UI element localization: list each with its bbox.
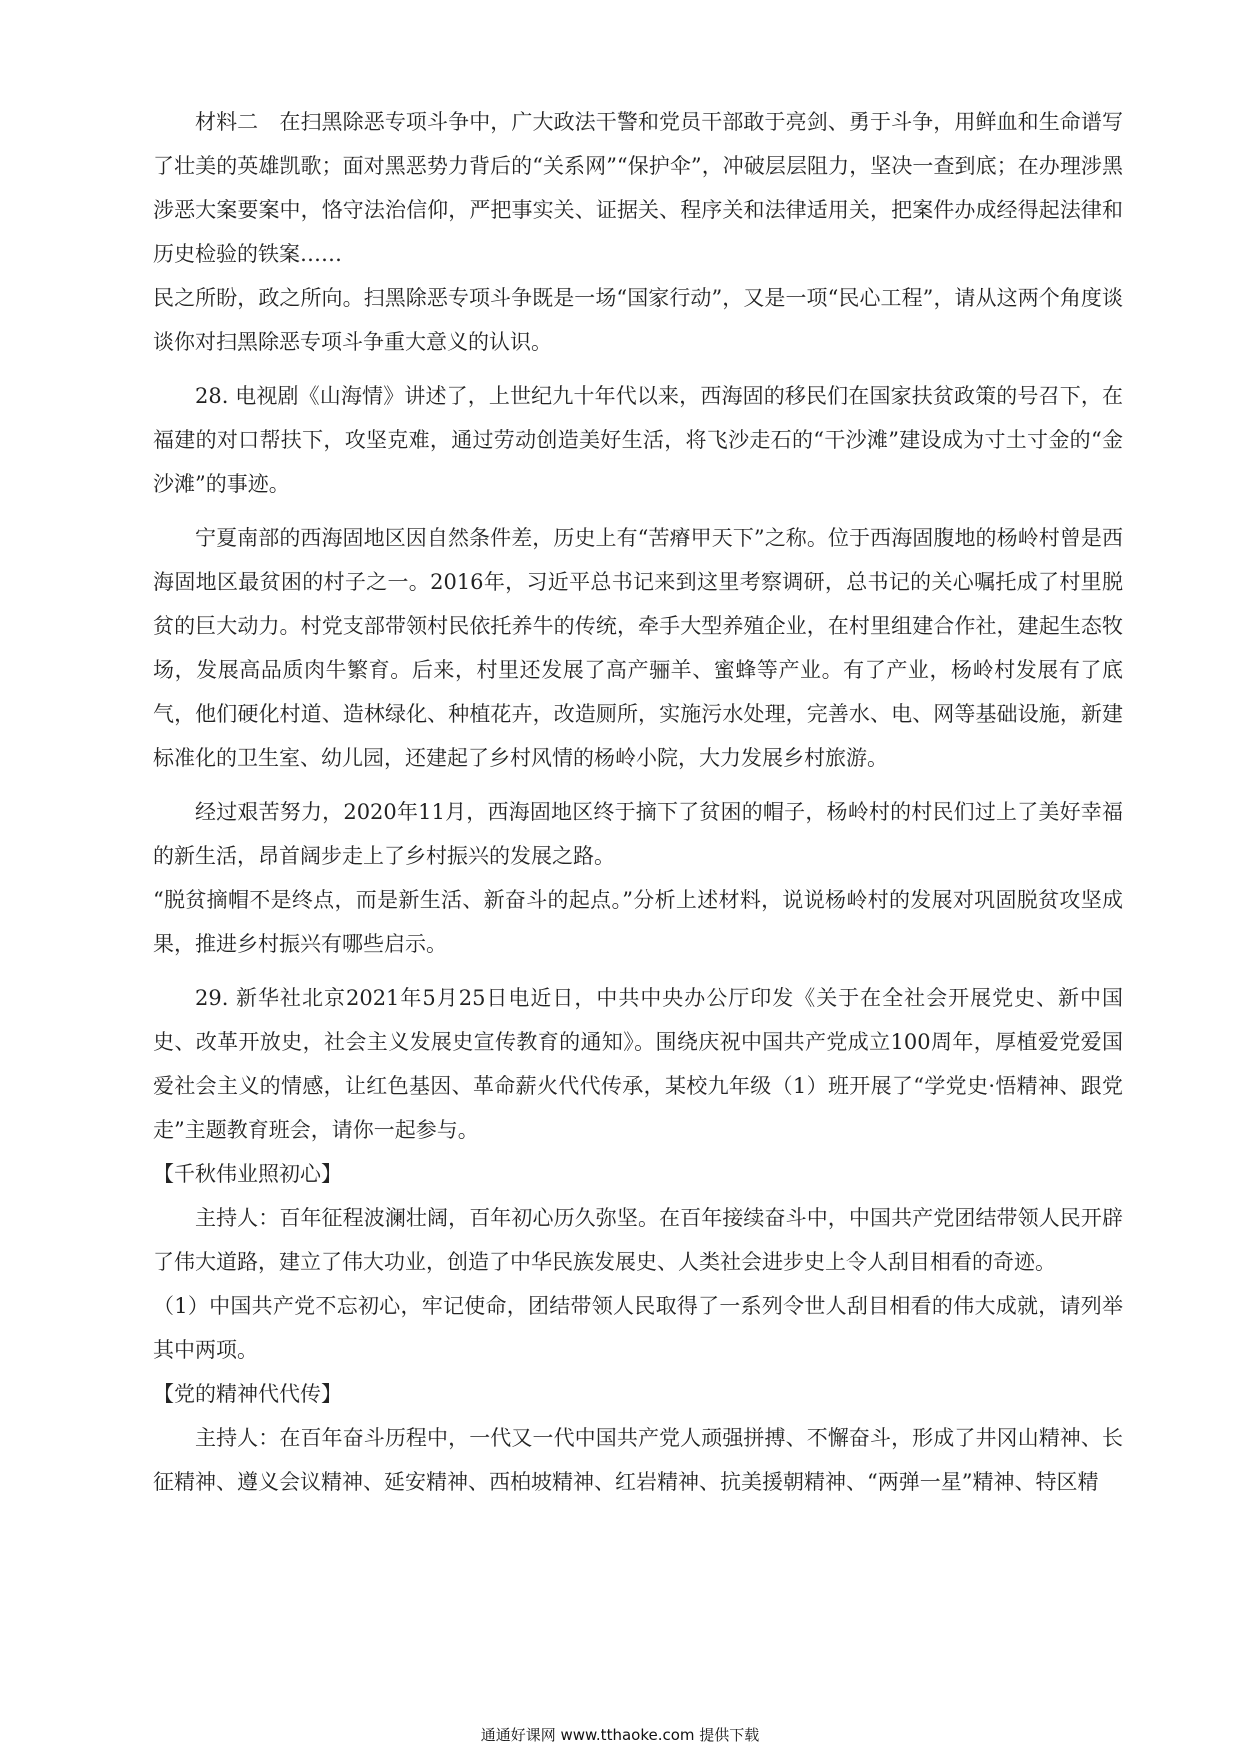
q28-material-para1: 宁夏南部的西海固地区因自然条件差，历史上有“苦瘠甲天下”之称。位于西海固腹地的杨岭村曾是西海固地区最贫困的村子之一。2016年，习近平总书记来到这里考察调研，总书记的关心嘱托成了村里脱贫的巨大动力。村党支部带领村民依托养牛的传统，牵手大型养殖企业，在村里组建合作社，建起生态牧场，发展高品质肉牛繁育。后来，村里还发展了高产骊羊、蜜蜂等产业。有了产业，杨岭村发展有了底气，他们硬化村道、造林绿化、种植花卉，改造厕所，实施污水处理，完善水、电、网等基础设施，新建标准化的卫生室、幼儿园，还建起了乡村风情的杨岭小院，大力发展乡村旅游。 <box>153 526 1123 770</box>
section1-host-text: 主持人：百年征程波澜壮阔，百年初心历久弥坚。在百年接续奋斗中，中国共产党团结带领人民开辟了伟大道路，建立了伟大功业，创造了中华民族发展史、人类社会进步史上令人刮目相看的奇迹。 <box>153 1206 1123 1274</box>
section-heading-spirit: 【党的精神代代传】 <box>153 1382 342 1406</box>
document-page <box>153 100 1123 1504</box>
material2-question: 民之所盼，政之所向。扫黑除恶专项斗争既是一场“国家行动”，又是一项“民心工程”，请从这两个角度谈谈你对扫黑除恶专项斗争重大意义的认识。 <box>153 286 1123 354</box>
section2-host-text: 主持人：在百年奋斗历程中，一代又一代中国共产党人顽强拼搏、不懈奋斗，形成了井冈山精神、长征精神、遵义会议精神、延安精神、西柏坡精神、红岩精神、抗美援朝精神、“两弹一星”精神、特区精 <box>153 1426 1123 1494</box>
q28-material-para2: 经过艰苦努力，2020年11月，西海固地区终于摘下了贫困的帽子，杨岭村的村民们过上了美好幸福的新生活，昂首阔步走上了乡村振兴的发展之路。 <box>153 800 1123 868</box>
q29-subquestion-1: （1）中国共产党不忘初心，牢记使命，团结带领人民取得了一系列令世人刮目相看的伟大成就，请列举其中两项。 <box>153 1294 1123 1362</box>
q28-intro: 28. 电视剧《山海情》讲述了，上世纪九十年代以来，西海固的移民们在国家扶贫政策的号召下，在福建的对口帮扶下，攻坚克难，通过劳动创造美好生活，将飞沙走石的“干沙滩”建设成为寸土寸金的“金沙滩”的事迹。 <box>153 384 1123 496</box>
page-footer: 通通好课网 www.tthaoke.com 提供下载 <box>480 1726 760 1744</box>
q28-question: “脱贫摘帽不是终点，而是新生活、新奋斗的起点。”分析上述材料，说说杨岭村的发展对巩固脱贫攻坚成果，推进乡村振兴有哪些启示。 <box>153 888 1123 956</box>
material2-body: 材料二 在扫黑除恶专项斗争中，广大政法干警和党员干部敢于亮剑、勇于斗争，用鲜血和生命谱写了壮美的英雄凯歌；面对黑恶势力背后的“关系网”“保护伞”，冲破层层阻力，坚决一查到底；在办理涉黑涉恶大案要案中，恪守法治信仰，严把事实关、证据关、程序关和法律适用关，把案件办成经得起法律和历史检验的铁案…… <box>153 110 1123 266</box>
section-heading-qianqiu: 【千秋伟业照初心】 <box>153 1162 342 1186</box>
q29-intro: 29. 新华社北京2021年5月25日电近日，中共中央办公厅印发《关于在全社会开展党史、新中国史、改革开放史，社会主义发展史宣传教育的通知》。围绕庆祝中国共产党成立100周年，厚植爱党爱国爱社会主义的情感，让红色基因、革命薪火代代传承，某校九年级（1）班开展了“学党史·悟精神、跟党走”主题教育班会，请你一起参与。 <box>153 986 1123 1142</box>
